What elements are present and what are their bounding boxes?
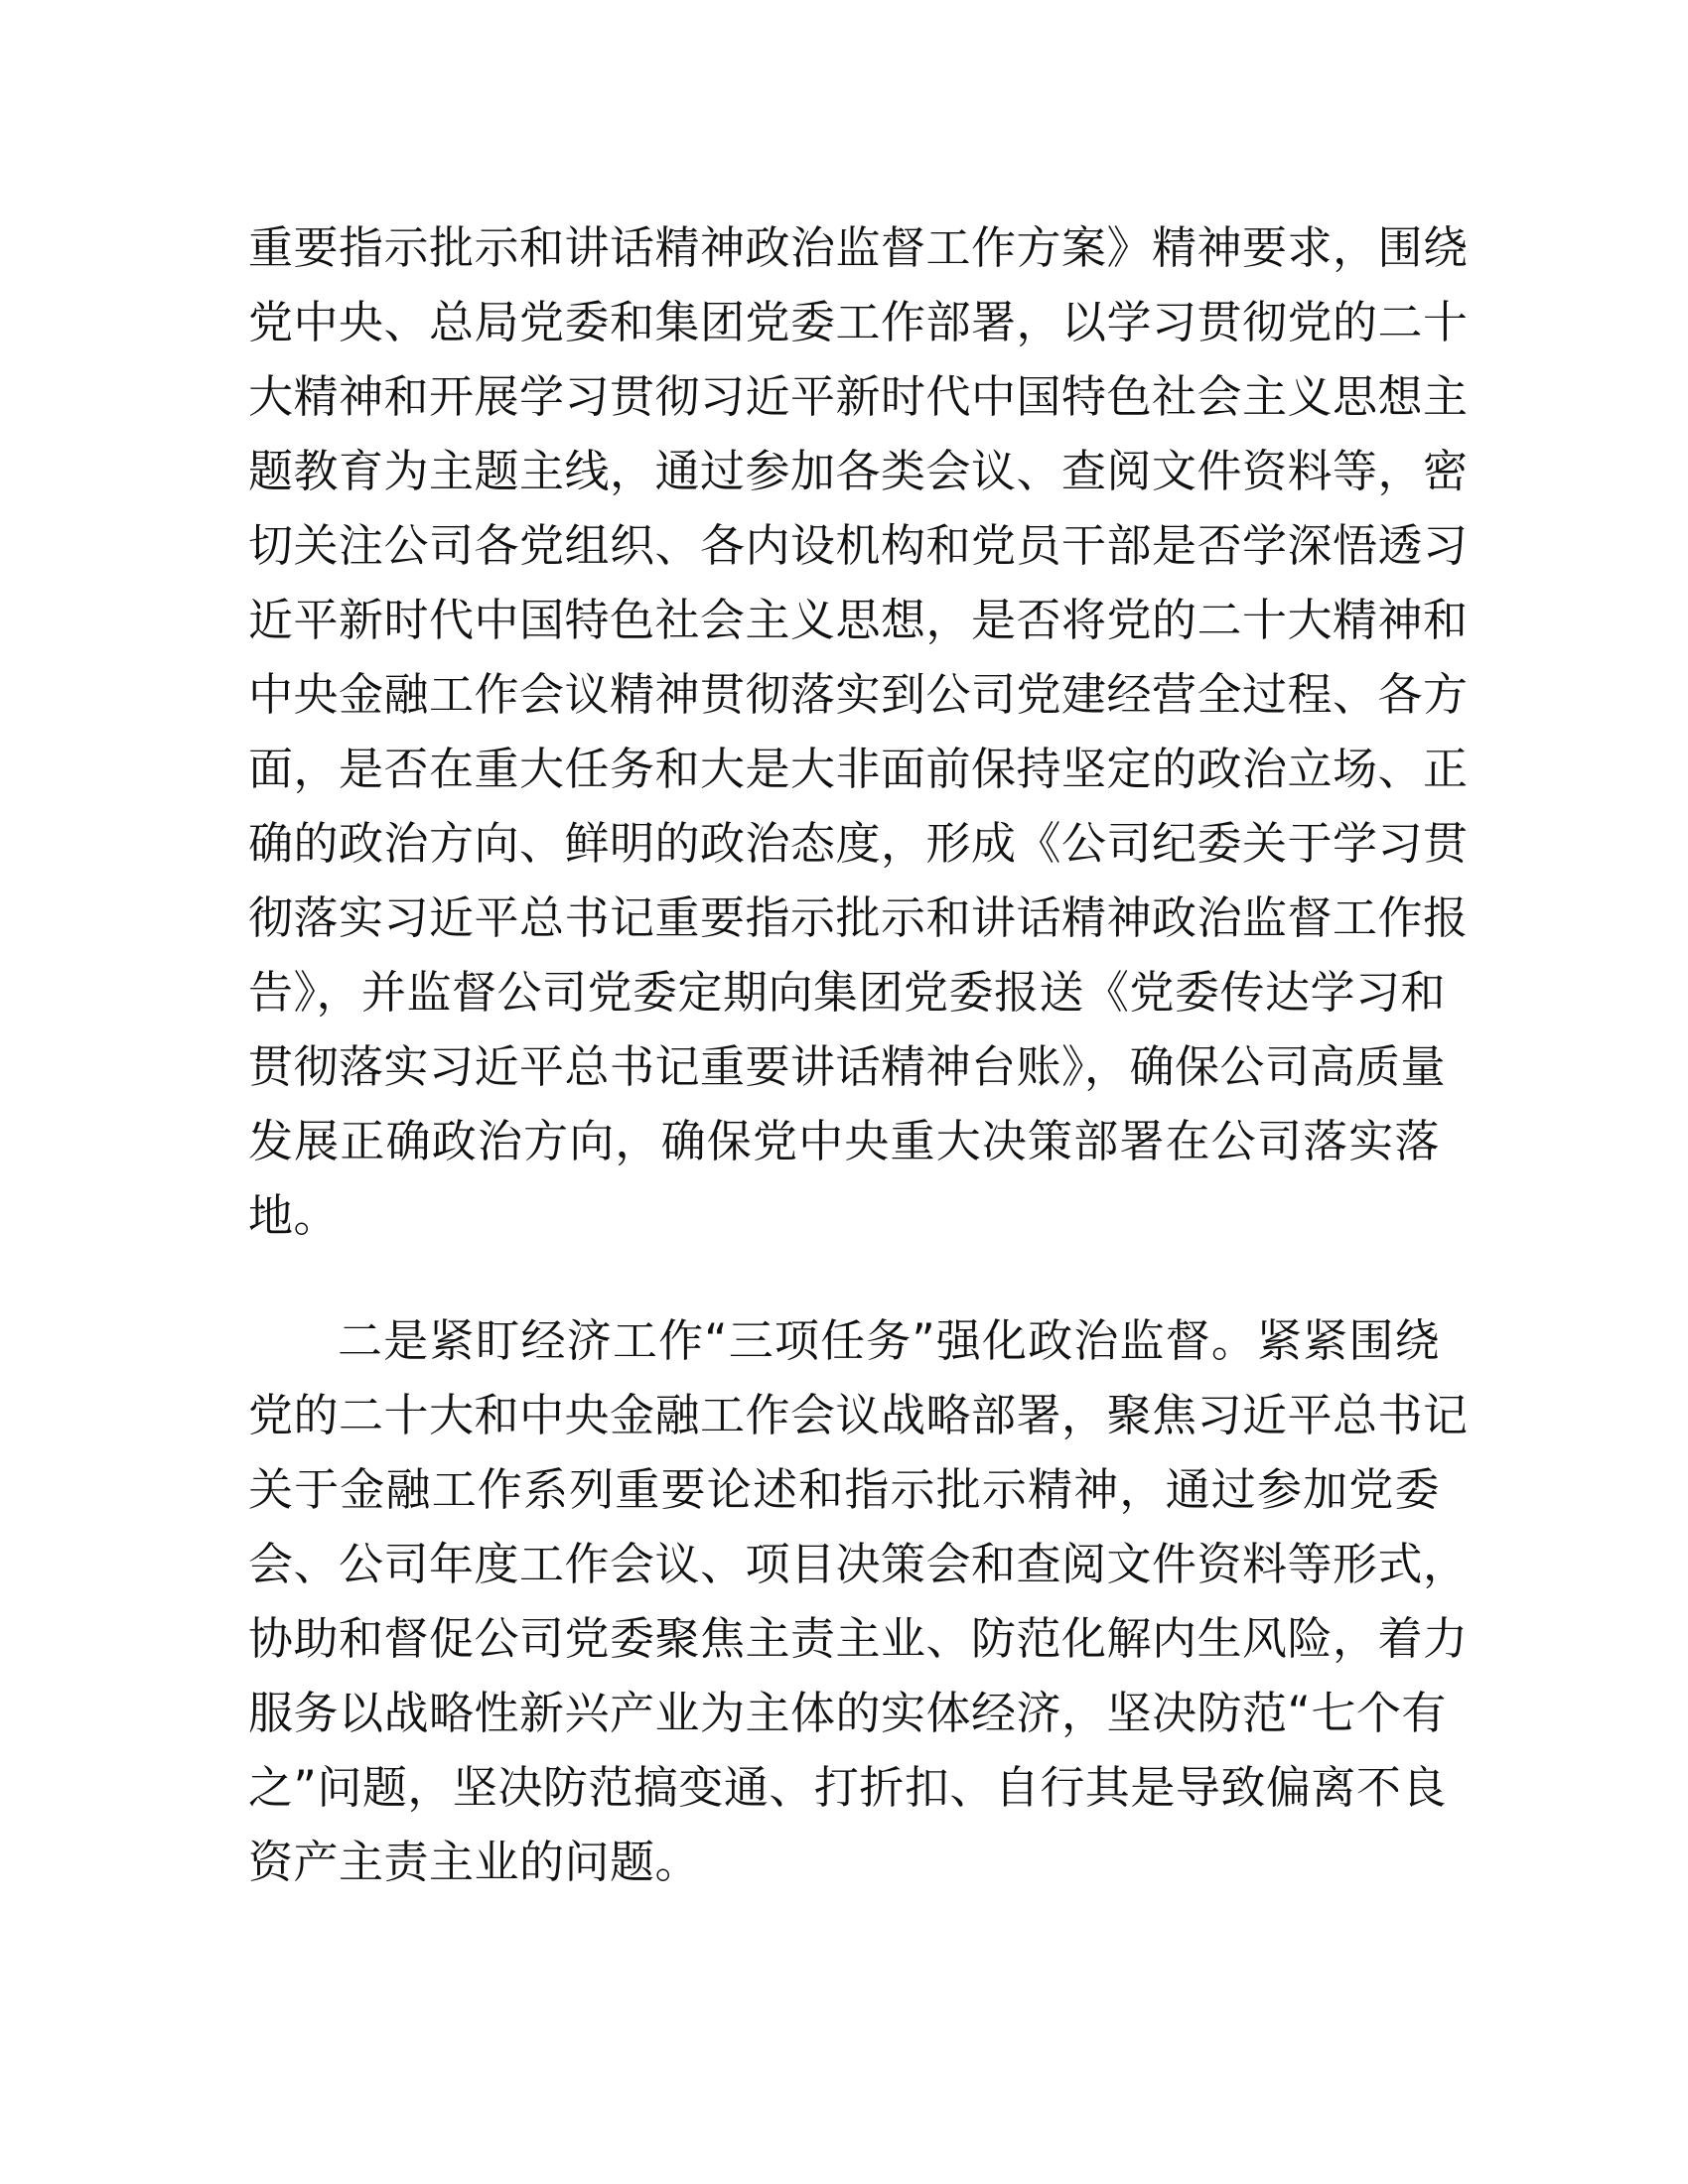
- text-line: 贯彻落实习近平总书记重要讲话精神台账》，确保公司高质量: [248, 1040, 1447, 1093]
- text-line: 题教育为主题主线，通过参加各类会议、查阅文件资料等，密: [248, 445, 1469, 497]
- text-line: 中央金融工作会议精神贯彻落实到公司党建经营全过程、各方: [248, 668, 1469, 721]
- paragraph-2: [248, 1303, 1469, 1899]
- text-line: 服务以战略性新兴产业为主体的实体经济，坚决防范“七个有: [248, 1687, 1447, 1739]
- text-line: 地。: [248, 1189, 340, 1242]
- text-line: 大精神和开展学习贯彻习近平新时代中国特色社会主义思想主: [248, 370, 1469, 423]
- text-line: 关于金融工作系列重要论述和指示批示精神，通过参加党委: [248, 1463, 1440, 1516]
- text-line: 会、公司年度工作会议、项目决策会和查阅文件资料等形式，: [248, 1538, 1469, 1590]
- text-line: 党中央、总局党委和集团党委工作部署，以学习贯彻党的二十: [248, 296, 1469, 348]
- text-line: 重要指示批示和讲话精神政治监督工作方案》精神要求，围绕: [248, 221, 1469, 274]
- text-line: 确的政治方向、鲜明的政治态度，形成《公司纪委关于学习贯: [248, 817, 1469, 870]
- text-line: 面，是否在重大任务和大是大非面前保持坚定的政治立场、正: [248, 743, 1469, 795]
- text-line: 二是紧盯经济工作“三项任务”强化政治监督。紧紧围绕: [338, 1314, 1440, 1367]
- paragraph-1: [248, 210, 1469, 1253]
- text-line: 告》，并监督公司党委定期向集团党委报送《党委传达学习和: [248, 966, 1447, 1019]
- text-line: 之”问题，坚决防范搞变通、打折扣、自行其是导致偏离不良: [248, 1761, 1447, 1814]
- text-line: 发展正确政治方向，确保党中央重大决策部署在公司落实落: [248, 1115, 1440, 1167]
- text-line: 协助和督促公司党委聚焦主责主业、防范化解内生风险，着力: [248, 1612, 1469, 1665]
- text-line: 近平新时代中国特色社会主义思想，是否将党的二十大精神和: [248, 594, 1469, 646]
- text-line: 党的二十大和中央金融工作会议战略部署，聚焦习近平总书记: [248, 1389, 1469, 1441]
- text-line: 资产主责主业的问题。: [248, 1836, 701, 1888]
- text-line: 切关注公司各党组织、各内设机构和党员干部是否学深悟透习: [248, 519, 1469, 572]
- text-line: 彻落实习近平总书记重要指示批示和讲话精神政治监督工作报: [248, 891, 1469, 944]
